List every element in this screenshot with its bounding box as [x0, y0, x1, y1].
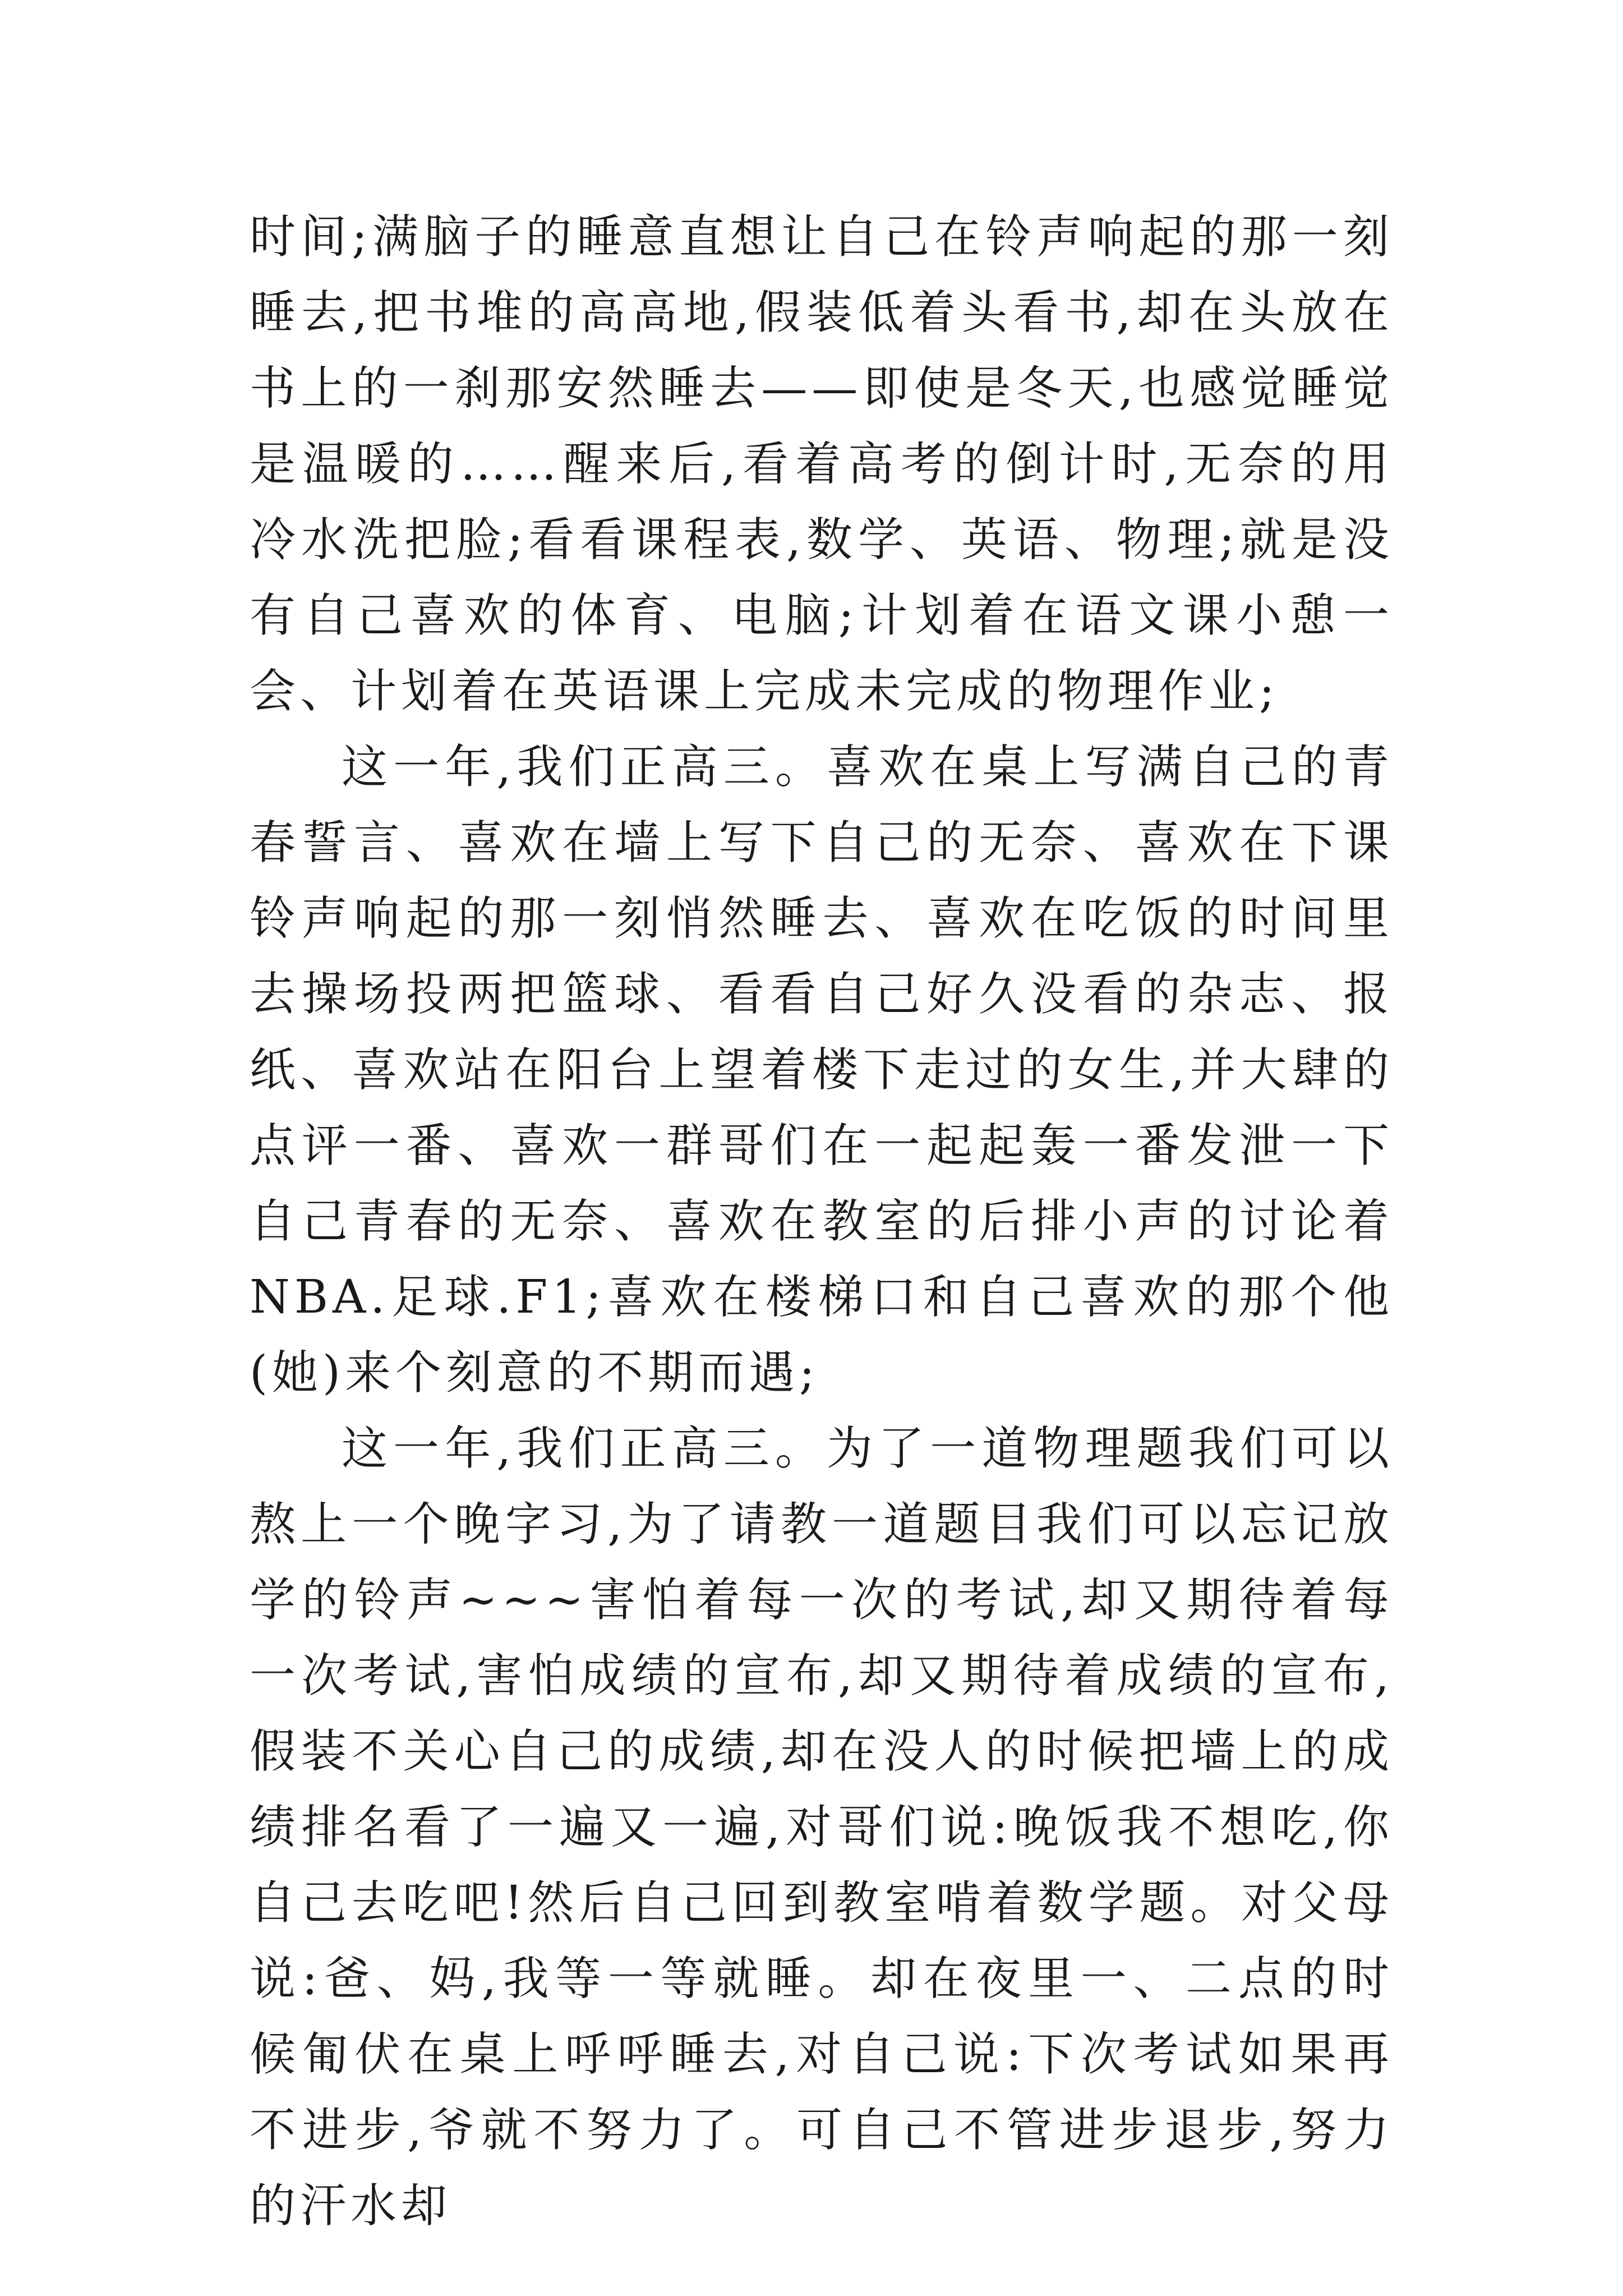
paragraph-1: 时间;满脑子的睡意直想让自己在铃声响起的那一刻睡去,把书堆的高高地,假装低着头看书,却在头放在书上的一刹那安然睡去——即使是冬天,也感觉睡觉是温暖的……醒来后,看着高考的倒计时,无奈的用冷水洗把脸;看看课程表,数学、英语、物理;就是没有自己喜欢的体育、电脑;计划着在语文课小憩一会、计划着在英语课上完成未完成的物理作业; — [250, 210, 1394, 718]
paragraph-3: 这一年,我们正高三。为了一道物理题我们可以熬上一个晚字习,为了请教一道题目我们可以忘记放学的铃声~~~害怕着每一次的考试,却又期待着每一次考试,害怕成绩的宣布,却又期待着成绩的宣布,假装不关心自己的成绩,却在没人的时候把墙上的成绩排名看了一遍又一遍,对哥们说:晚饭我不想吃,你自己去吃吧!然后自己回到教室啃着数学题。对父母说:爸、妈,我等一等就睡。却在夜里一、二点的时候匍伏在桌上呼呼睡去,对自己说:下次考试如果再不进步,爷就不努力了。可自己不管进步退步,努力的汗水却 — [250, 1422, 1394, 2233]
body-text — [250, 199, 1394, 2244]
paragraph-2: 这一年,我们正高三。喜欢在桌上写满自己的青春誓言、喜欢在墙上写下自己的无奈、喜欢在下课铃声响起的那一刻悄然睡去、喜欢在吃饭的时间里去操场投两把篮球、看看自己好久没看的杂志、报纸、喜欢站在阳台上望着楼下走过的女生,并大肆的点评一番、喜欢一群哥们在一起起轰一番发泄一下自己青春的无奈、喜欢在教室的后排小声的讨论着NBA.足球.F1;喜欢在楼梯口和自己喜欢的那个他(她)来个刻意的不期而遇; — [250, 740, 1394, 1400]
